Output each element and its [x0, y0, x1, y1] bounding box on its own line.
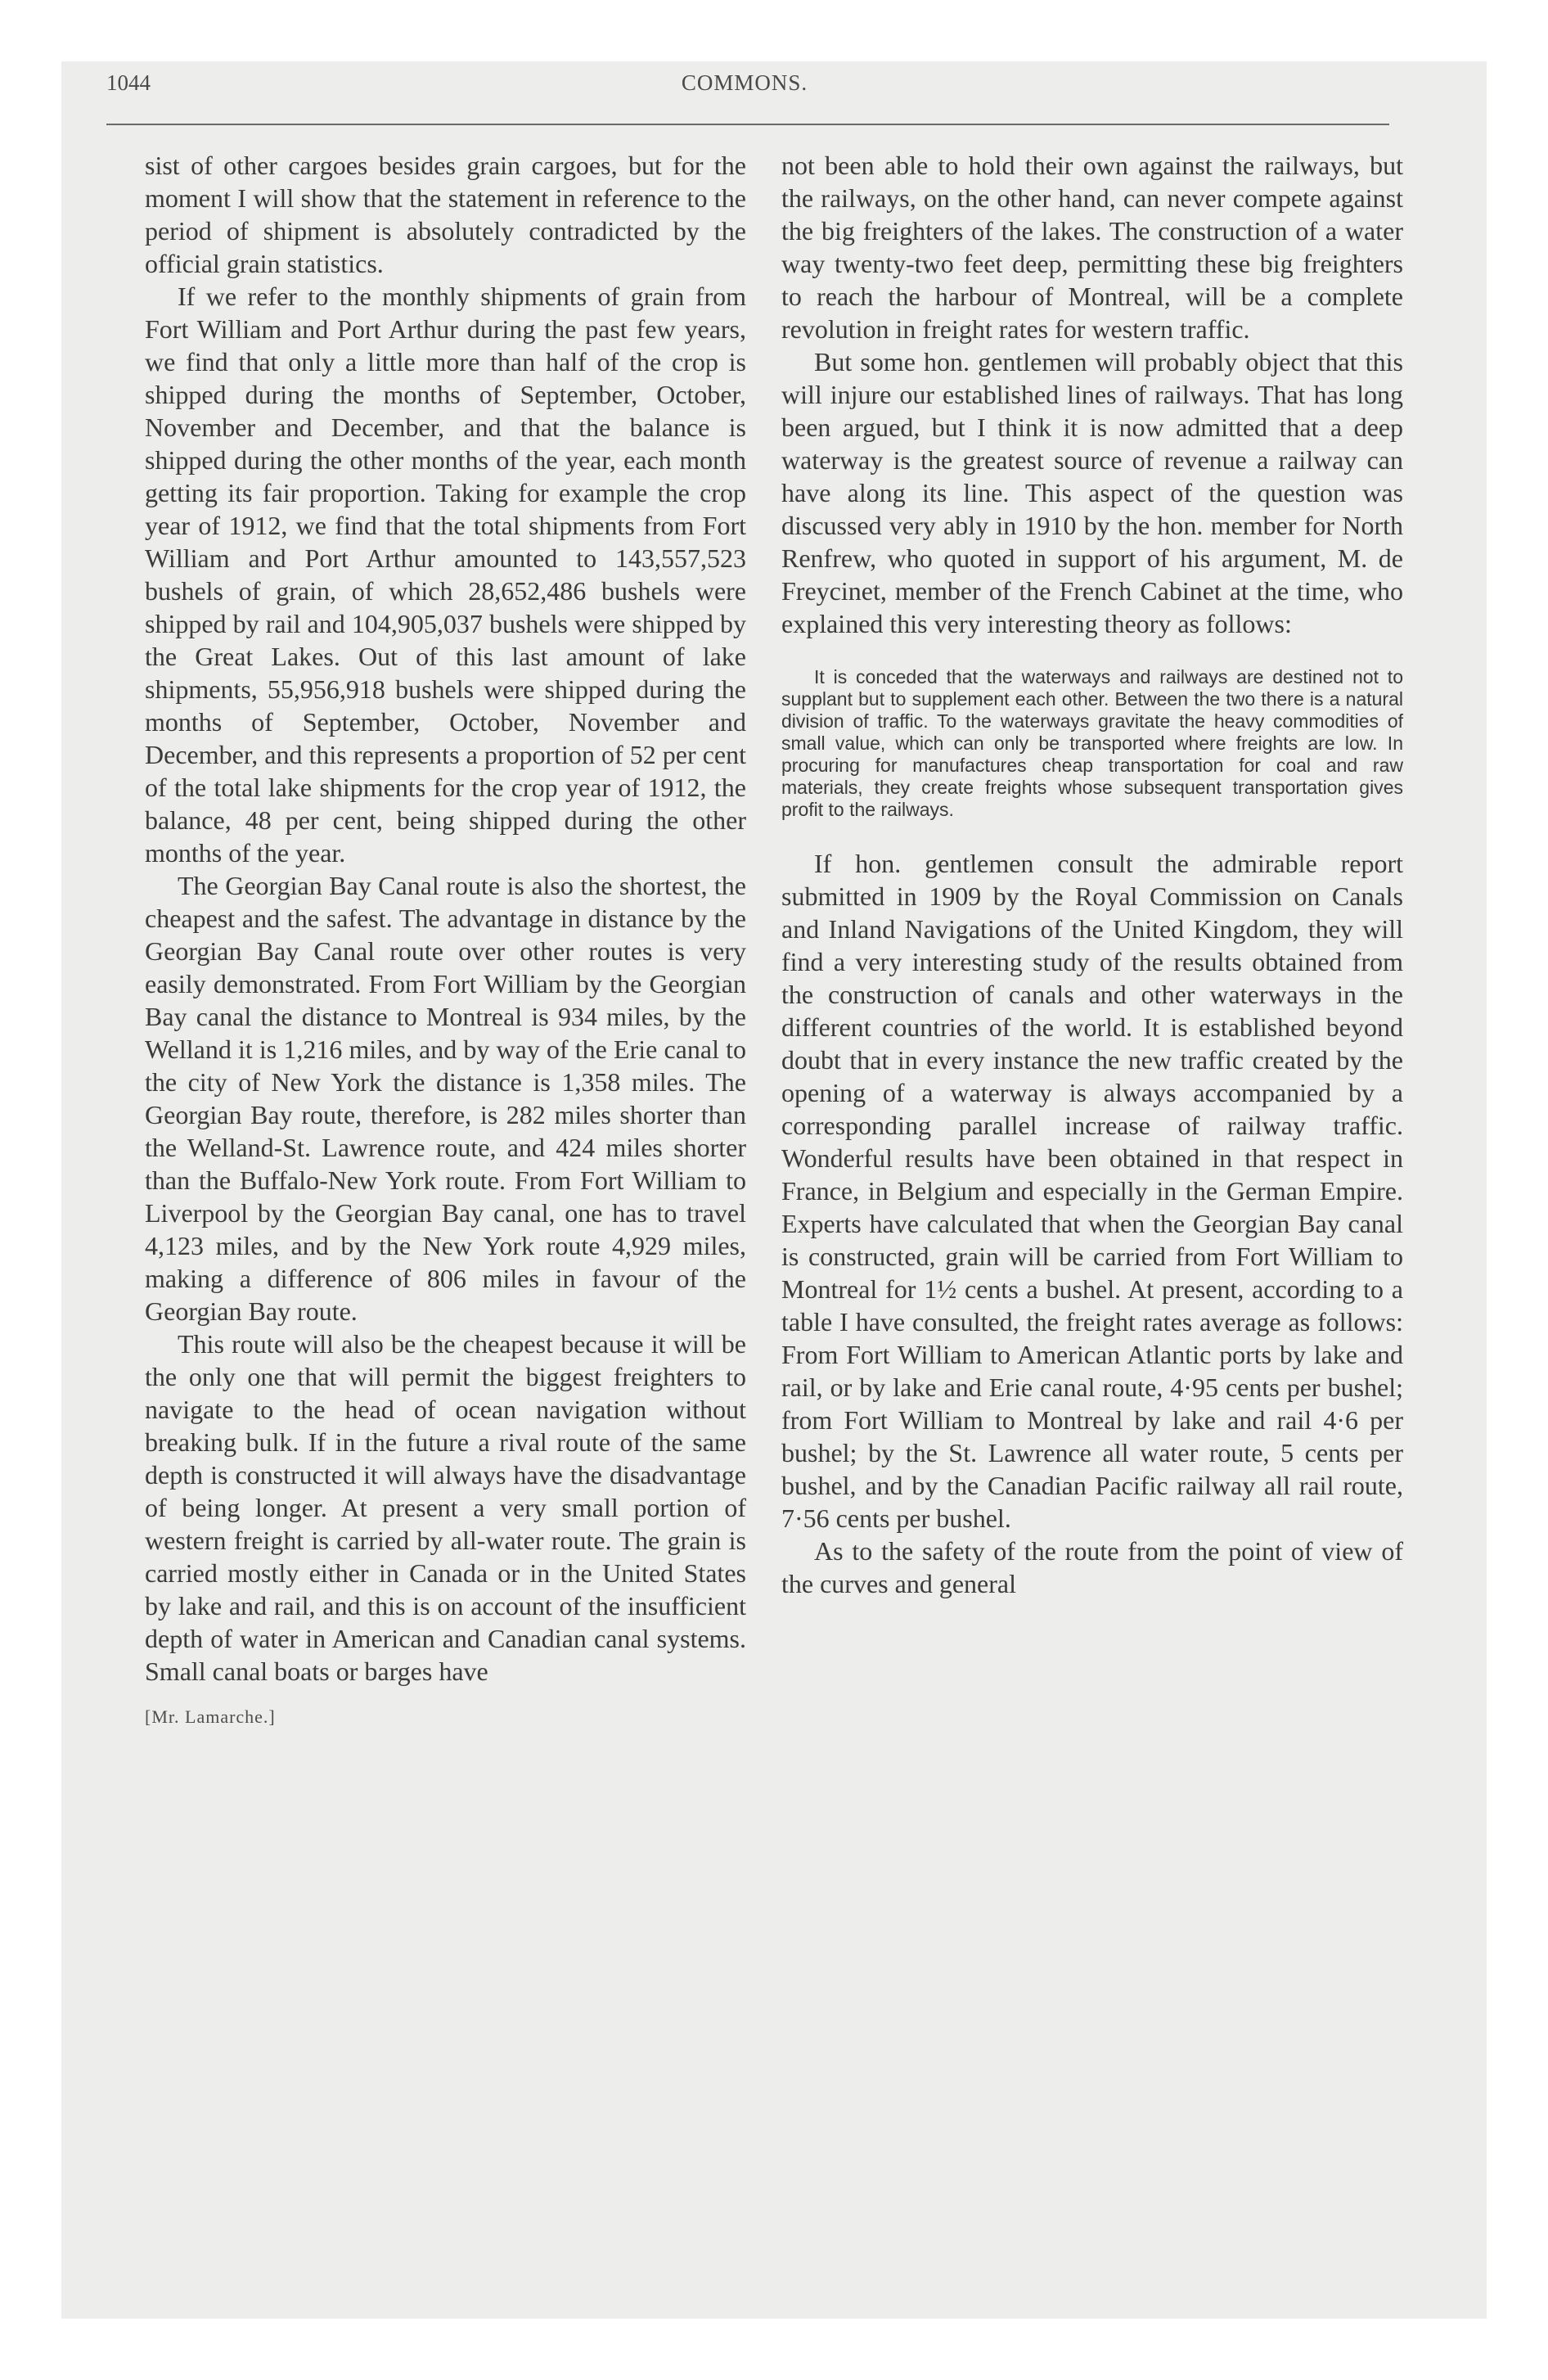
left-paragraph-1: sist of other cargoes besides grain cargoes, but for the moment I will show that the statement in reference to the period of shipment is absolutely contradicted by the official grain statistics.	[145, 151, 746, 278]
page-number: 1044	[106, 70, 151, 95]
left-paragraph-3: The Georgian Bay Canal route is also the shortest, the cheapest and the safest. The advantage in distance by the Georgian Bay Canal route over other routes is very easily demonstrated. From Fort William by the Georgian Bay canal the distance to Montreal is 934 miles, by the Welland it is 1,216 miles, and by way of the Erie canal to the city of New York the distance is 1,358 miles. The Georgian Bay route, therefore, is 282 miles shorter than the Welland-St. Lawrence route, and 424 miles shorter than the Buffalo-New York route. From Fort William to Liverpool by the Georgian Bay canal, one has to travel 4,123 miles, and by the New York route 4,929 miles, making a difference of 806 miles in favour of the Georgian Bay route.	[145, 871, 746, 1326]
right-paragraph-4: As to the safety of the route from the point of view of the curves and general	[781, 1536, 1403, 1598]
right-column	[781, 149, 1403, 1600]
right-paragraph-3: If hon. gentlemen consult the admirable report submitted in 1909 by the Royal Commission on Canals and Inland Navigations of the United Kingdom, they will find a very interesting study of the results obtained from the construction of canals and other waterways in the different countries of the world. It is established beyond doubt that in every instance the new traffic created by the opening of a waterway is always accompanied by a corresponding parallel increase of railway traffic. Wonderful results have been obtained in that respect in France, in Belgium and especially in the German Empire. Experts have calculated that when the Georgian Bay canal is constructed, grain will be carried from Fort William to Montreal for 1½ cents a bushel. At present, according to a table I have consulted, the freight rates average as follows: From Fort William to American Atlantic ports by lake and rail, or by lake and Erie canal route, 4·95 cents per bushel; from Fort William to Montreal by lake and rail 4·6 per bushel; by the St. Lawrence all water route, 5 cents per bushel, and by the Canadian Pacific railway all rail route, 7·56 cents per bushel.	[781, 849, 1403, 1533]
page-heading: COMMONS.	[681, 70, 808, 95]
running-head	[106, 70, 1383, 103]
block-quote: It is conceded that the waterways and railways are destined not to supplant but to supplement each other. Between the two there is a natural division of traffic. To the waterways gravitate the heavy commodities of small value, which can only be transported where freights are low. In procuring for manufactures cheap transportation for coal and raw materials, they create freights whose subsequent transportation gives profit to the railways.	[781, 666, 1403, 820]
left-paragraph-4: This route will also be the cheapest because it will be the only one that will permit the biggest freighters to navigate to the head of ocean navigation without breaking bulk. If in the future a rival route of the same depth is constructed it will always have the disadvantage of being longer. At present a very small portion of western freight is carried by all-water route. The grain is carried mostly either in Canada or in the United States by lake and rail, and this is on account of the insufficient depth of water in American and Canadian canal systems. Small canal boats or barges have	[145, 1329, 746, 1686]
left-column	[145, 149, 746, 1733]
speaker-signature: [Mr. Lamarche.]	[145, 1706, 276, 1727]
header-rule	[106, 124, 1389, 125]
right-paragraph-2: But some hon. gentlemen will probably object that this will injure our established lines of railways. That has long been argued, but I think it is now admitted that a deep waterway is the greatest source of revenue a railway can have along its line. This aspect of the question was discussed very ably in 1910 by the hon. member for North Renfrew, who quoted in support of his argument, M. de Freycinet, member of the French Cabinet at the time, who explained this very interesting theory as follows:	[781, 347, 1403, 638]
left-paragraph-2: If we refer to the monthly shipments of grain from Fort William and Port Arthur during the past few years, we find that only a little more than half of the crop is shipped during the months of September, October, November and December, and that the balance is shipped during the other months of the year, each month getting its fair proportion. Taking for example the crop year of 1912, we find that the total shipments from Fort William and Port Arthur amounted to 143,557,523 bushels of grain, of which 28,652,486 bushels were shipped by rail and 104,905,037 bushels were shipped by the Great Lakes. Out of this last amount of lake shipments, 55,956,918 bushels were shipped during the months of September, October, November and December, and this represents a proportion of 52 per cent of the total lake shipments for the crop year of 1912, the balance, 48 per cent, being shipped during the other months of the year.	[145, 282, 746, 868]
right-paragraph-1: not been able to hold their own against the railways, but the railways, on the other hand, can never compete against the big freighters of the lakes. The construction of a water way twenty-two feet deep, permitting these big freighters to reach the harbour of Montreal, will be a complete revolution in freight rates for western traffic.	[781, 151, 1403, 344]
